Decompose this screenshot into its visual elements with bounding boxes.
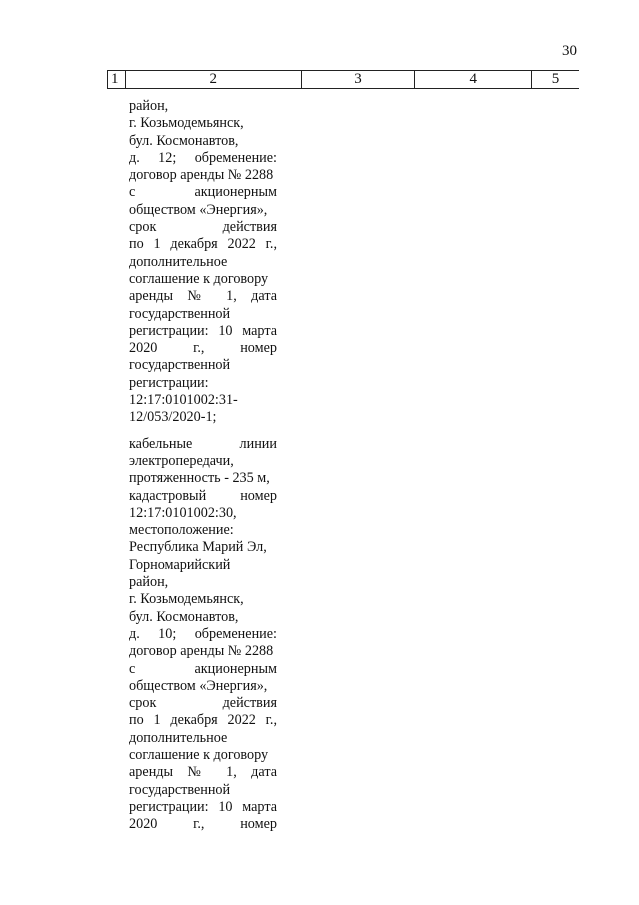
text-line: протяженность - 235 м, — [129, 470, 270, 487]
text-line: 12:17:0101002:30, — [129, 504, 237, 521]
page-number: 30 — [562, 43, 577, 59]
text-line: аренды № 1, дата — [129, 764, 277, 781]
text-line: соглашение к договору — [129, 746, 269, 763]
header-cell-2: 2 — [126, 71, 302, 88]
text-line: соглашение к договору — [129, 270, 269, 287]
text-line: местоположение: — [129, 522, 234, 539]
text-line: регистрации: 10 марта — [129, 798, 277, 815]
header-cell-3: 3 — [302, 71, 416, 88]
text-line: обществом «Энергия», — [129, 677, 268, 694]
text-line: срок действия — [129, 219, 277, 236]
text-line: срок действия — [129, 695, 277, 712]
text-line: с акционерным — [129, 184, 277, 201]
text-line: обществом «Энергия», — [129, 201, 268, 218]
text-line: дополнительное — [129, 729, 228, 746]
text-line: кадастровый номер — [129, 487, 277, 504]
text-line: г. Козьмодемьянск, — [129, 591, 244, 608]
text-line: 2020 г., номер — [129, 340, 277, 357]
text-line: д. 10; обременение: — [129, 625, 277, 642]
text-line: бул. Космонавтов, — [129, 132, 239, 149]
column-2-text — [129, 98, 277, 833]
text-line: государственной — [129, 357, 231, 374]
text-line: дополнительное — [129, 253, 228, 270]
text-line: регистрации: — [129, 374, 209, 391]
text-line: аренды № 1, дата — [129, 288, 277, 305]
text-line: г. Козьмодемьянск, — [129, 115, 244, 132]
text-line: договор аренды № 2288 — [129, 643, 274, 660]
text-line: район, — [129, 98, 169, 114]
text-line: район, — [129, 574, 169, 591]
text-line: договор аренды № 2288 — [129, 167, 274, 184]
table-header-row — [107, 70, 579, 89]
text-line: бул. Космонавтов, — [129, 608, 239, 625]
text-paragraph — [129, 436, 277, 834]
text-line: государственной — [129, 305, 231, 322]
text-line: 12:17:0101002:31- — [129, 392, 238, 409]
text-line: регистрации: 10 марта — [129, 322, 277, 339]
text-line: по 1 декабря 2022 г., — [129, 236, 277, 253]
text-line: по 1 декабря 2022 г., — [129, 712, 277, 729]
header-cell-5: 5 — [551, 71, 560, 87]
text-line: с акционерным — [129, 660, 277, 677]
text-line: Горномарийский — [129, 556, 231, 573]
header-cell-4: 4 — [415, 71, 532, 88]
text-line: электропередачи, — [129, 452, 234, 469]
text-line: кабельные линии — [129, 435, 277, 452]
text-line: д. 12; обременение: — [129, 149, 277, 166]
text-paragraph — [129, 98, 277, 427]
header-cell-1: 1 — [108, 71, 126, 88]
text-line: 2020 г., номер — [129, 816, 277, 833]
text-line: 12/053/2020-1; — [129, 409, 217, 426]
text-line: государственной — [129, 781, 231, 798]
text-line: Республика Марий Эл, — [129, 539, 267, 556]
